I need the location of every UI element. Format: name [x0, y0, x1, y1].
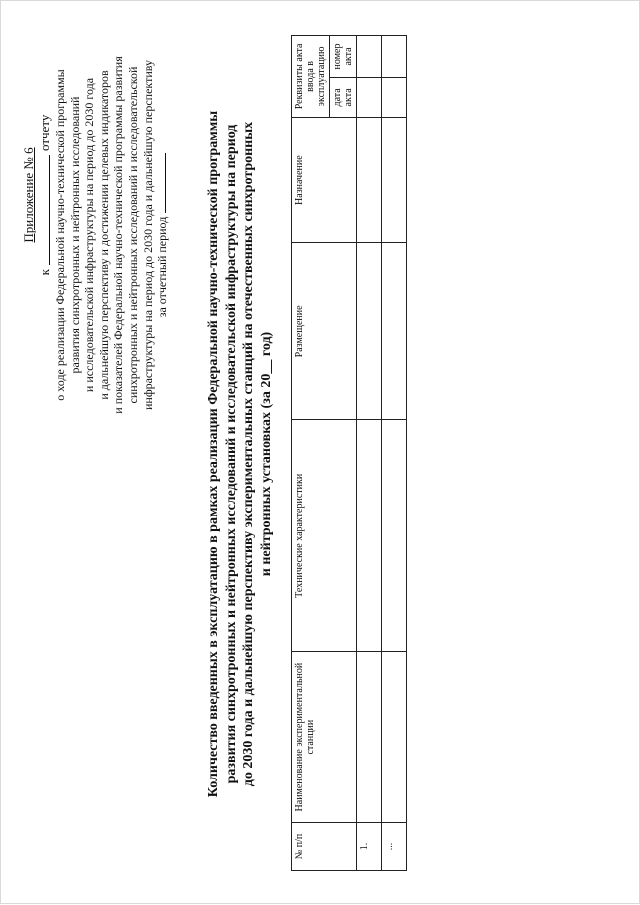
header-num: № п/п	[292, 822, 357, 870]
title-line: развития синхротронных и нейтронных исследований и исследовательской инфраструктуры на период	[223, 124, 239, 784]
cell-tech	[357, 420, 382, 652]
intro-line: инфраструктуры на период до 2030 года и дальнейшую перспективу	[140, 59, 155, 411]
intro-line: и показателей Федеральной научно-технической программы развития	[111, 56, 126, 414]
title-line: и нейтронных установках (за 20__ год)	[258, 331, 274, 577]
title-line: Количество введенных в эксплуатацию в рамках реализации Федеральной научно-технической программы	[206, 110, 221, 798]
table-title	[205, 59, 275, 849]
intro-text	[53, 25, 170, 445]
table-row	[382, 36, 407, 871]
report-blank-line	[37, 155, 50, 265]
appendix-to-report	[37, 95, 53, 295]
header-tech-characteristics: Технические характеристики	[292, 420, 357, 652]
cell-purpose	[357, 117, 382, 243]
stations-table	[291, 35, 407, 871]
header-act-date: дата акта	[330, 77, 357, 117]
cell-act-date	[357, 77, 382, 117]
appendix-header	[21, 95, 53, 295]
cell-tech	[382, 420, 407, 652]
cell-name	[382, 652, 407, 823]
table-row	[357, 36, 382, 871]
header-placement: Размещение	[292, 243, 357, 420]
header-purpose: Назначение	[292, 117, 357, 243]
period-blank-line	[155, 153, 166, 213]
cell-act-number	[382, 36, 407, 78]
intro-line-period	[155, 25, 170, 445]
table-header-row	[292, 36, 330, 871]
intro-line: о ходе реализации Федеральной научно-технической программы	[53, 69, 67, 401]
period-label: за отчетный период	[155, 216, 170, 318]
cell-num: ...	[382, 822, 407, 870]
cell-num: 1.	[357, 822, 382, 870]
header-station-name: Наименование экспериментальной станции	[292, 652, 357, 823]
intro-line: развития синхротронных и нейтронных исследований	[67, 96, 82, 374]
cell-place	[357, 243, 382, 420]
appendix-to-prefix: к	[37, 269, 52, 276]
intro-line: синхротронных и нейтронных исследований и исследовательской	[125, 66, 140, 404]
rotated-landscape-content	[1, 1, 640, 905]
appendix-report-word: отчету	[37, 114, 52, 151]
appendix-title: Приложение № 6	[21, 147, 36, 243]
intro-line: и исследовательской инфраструктуры на период до 2030 года	[82, 77, 97, 393]
cell-act-number	[357, 36, 382, 78]
header-act-requisites: Реквизиты акта ввода в эксплуатацию	[292, 36, 330, 118]
cell-name	[357, 652, 382, 823]
title-line: до 2030 года и дальнейшую перспективу экспериментальных станций на отечественных синхротронных	[241, 121, 256, 787]
header-act-number: номер акта	[330, 36, 357, 78]
intro-line: и дальнейшую перспективу и достижении целевых индикаторов	[96, 70, 111, 400]
cell-act-date	[382, 77, 407, 117]
cell-purpose	[382, 117, 407, 243]
cell-place	[382, 243, 407, 420]
